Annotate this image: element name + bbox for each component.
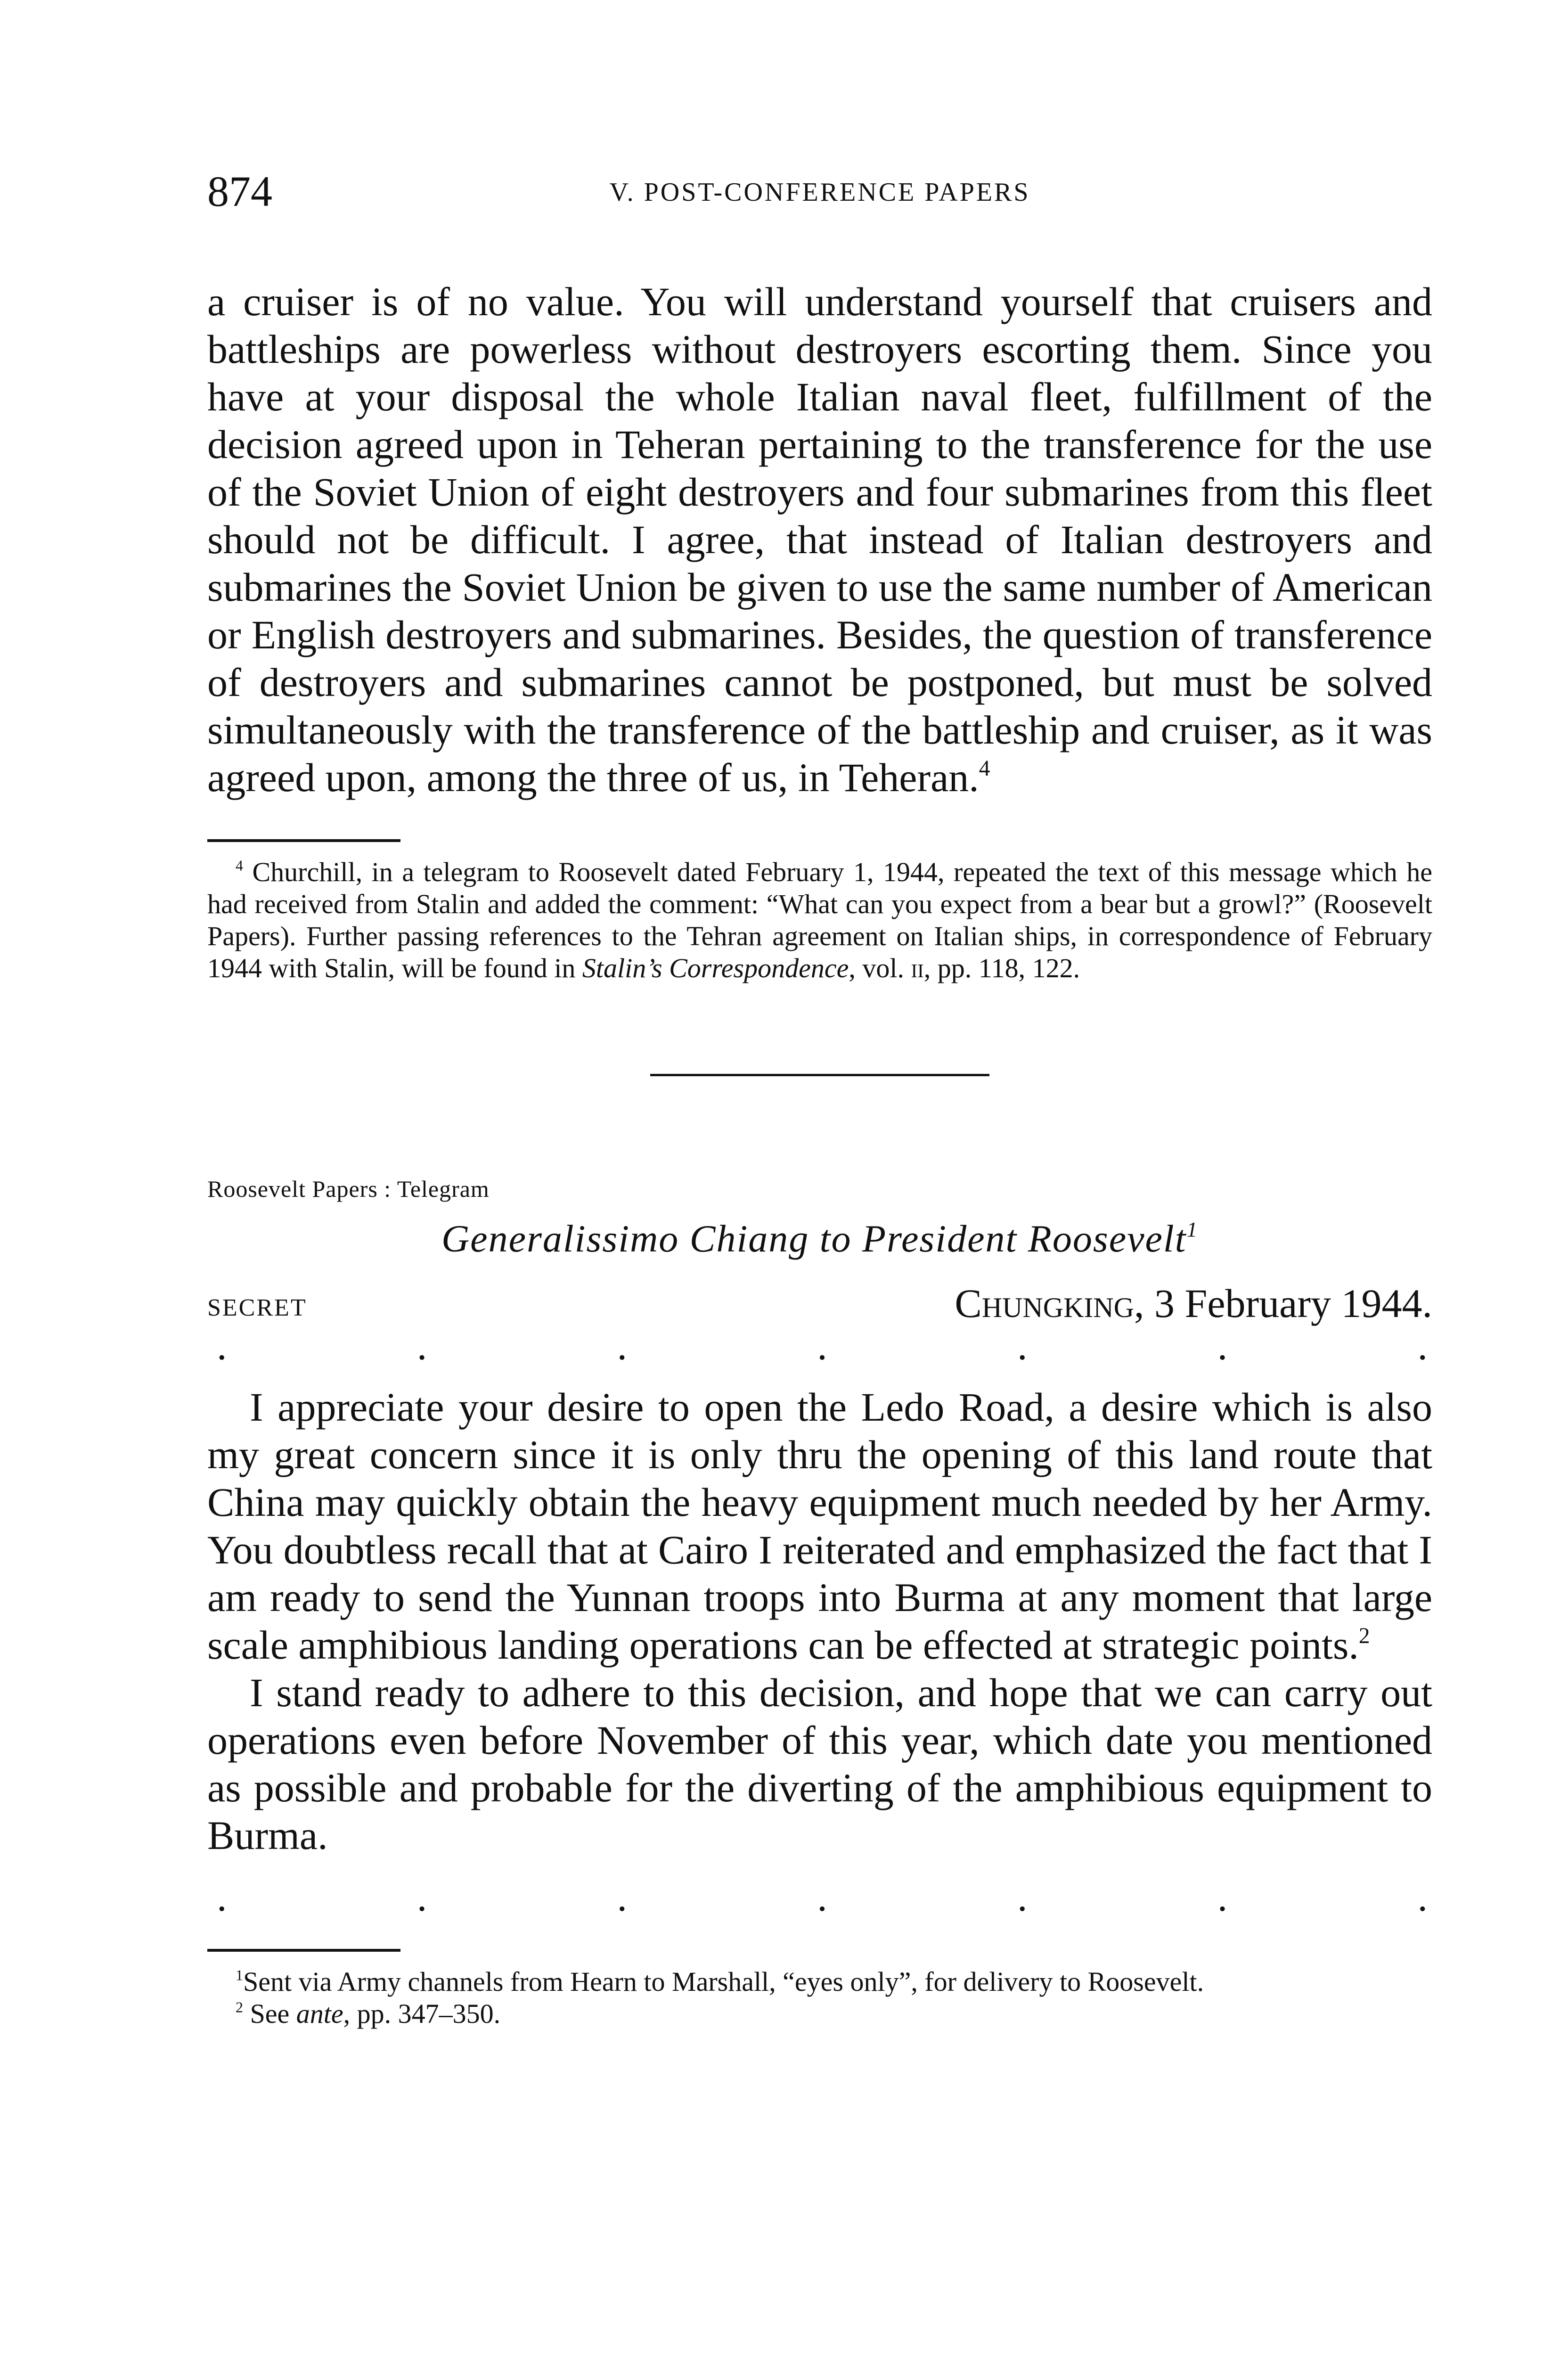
section-divider bbox=[650, 1074, 989, 1076]
ellipsis-dot: . bbox=[217, 1874, 227, 1920]
footnote-separator bbox=[207, 839, 400, 842]
page-number: 874 bbox=[207, 167, 272, 215]
classification: SECRET bbox=[207, 1294, 307, 1321]
ellipsis-row bbox=[207, 1874, 1432, 1920]
paragraph-text: a cruiser is of no value. You will understand yourself that cruisers and battleships are powerless without destroyers escorting them. Since you have at your disposal the whole Italian naval fleet, fulfillment of the decision agreed upon in Teheran pertaining to the transference for the use of the Soviet Union of eight destroyers and four submarines from this fleet should not be difficult. I agree, that instead of Italian destroyers and submarines the Soviet Union be given to use the same number of American or English destroyers and submarines. Besides, the question of transference of destroyers and submarines cannot be postponed, but must be solved simultaneously with the transference of the battleship and cruiser, as it was agreed upon, among the three of us, in Teheran. bbox=[207, 279, 1432, 800]
footnote-text: Sent via Army channels from Hearn to Marshall, “eyes only”, for delivery to Roosevelt. bbox=[243, 1966, 1204, 1997]
ellipsis-dot: . bbox=[1417, 1874, 1428, 1920]
ellipsis-dot: . bbox=[1417, 1323, 1428, 1368]
page bbox=[207, 167, 1433, 2030]
dateline bbox=[955, 1280, 1432, 1327]
footnote-4 bbox=[207, 856, 1432, 984]
dateline-place: Chungking bbox=[955, 1281, 1135, 1326]
footnote-italic: ante bbox=[296, 1998, 343, 2029]
document-title bbox=[207, 1217, 1432, 1261]
body-paragraph-1 bbox=[207, 278, 1432, 802]
dateline-date: , 3 February 1944. bbox=[1134, 1281, 1432, 1326]
body-paragraph-2 bbox=[207, 1383, 1432, 1669]
ellipsis-dot: . bbox=[817, 1323, 827, 1368]
ellipsis-dot: . bbox=[617, 1323, 627, 1368]
footnote-marker: 1 bbox=[236, 1967, 243, 1984]
footnote-ref[interactable]: 2 bbox=[1358, 1623, 1370, 1648]
footnote-1 bbox=[207, 1966, 1432, 1998]
ellipsis-dot: . bbox=[1217, 1874, 1228, 1920]
page-header bbox=[207, 167, 1432, 221]
ellipsis-dot: . bbox=[217, 1323, 227, 1368]
footnote-italic-title: Stalin’s Correspondence bbox=[582, 953, 849, 983]
footnote-text: , vol. bbox=[849, 953, 911, 983]
ellipsis-dot: . bbox=[416, 1874, 427, 1920]
footnote-ref[interactable]: 1 bbox=[1186, 1218, 1199, 1242]
ellipsis-dot: . bbox=[1017, 1323, 1028, 1368]
ellipsis-dot: . bbox=[1017, 1874, 1028, 1920]
ellipsis-row bbox=[207, 1323, 1432, 1368]
running-head: V. POST-CONFERENCE PAPERS bbox=[609, 178, 1030, 207]
footnote-text: See bbox=[250, 1998, 296, 2029]
ellipsis-dot: . bbox=[617, 1874, 627, 1920]
paragraph-text: I appreciate your desire to open the Ledo Road, a desire which is also my great concern since it is only thru the opening of this land route that China may quickly obtain the heavy equipment much needed by her Army. You doubtless recall that at Cairo I reiterated and emphasized the fact that I am ready to send the Yunnan troops into Burma at any moment that large scale amphibious landing operations can be effected at strategic points. bbox=[207, 1384, 1432, 1668]
ellipsis-dot: . bbox=[416, 1323, 427, 1368]
footnote-2 bbox=[207, 1998, 1432, 2030]
footnote-text: Churchill, in a telegram to Roosevelt dated February 1, 1944, repeated the text of this message which he had received from Stalin and added the comment: “What can you expect from a bear but a growl?” (Roosevelt Papers). Further passing references to the Tehran agreement on Italian ships, in correspondence of February 1944 with Stalin, will be found in bbox=[207, 857, 1433, 983]
document-title-text: Generalissimo Chiang to President Roosevelt bbox=[441, 1217, 1187, 1260]
footnote-separator bbox=[207, 1949, 400, 1952]
footnote-marker: 4 bbox=[236, 857, 243, 874]
footnote-text: , pp. 347–350. bbox=[343, 1998, 501, 2029]
ellipsis-dot: . bbox=[817, 1874, 827, 1920]
ellipsis-dot: . bbox=[1217, 1323, 1228, 1368]
document-source: Roosevelt Papers : Telegram bbox=[207, 1176, 490, 1202]
dateline-row bbox=[207, 1280, 1432, 1332]
footnote-marker: 2 bbox=[236, 1999, 243, 2016]
footnote-volume: ii bbox=[911, 953, 924, 983]
body-paragraph-3: I stand ready to adhere to this decision, and hope that we can carry out operations even before November of this year, which date you mentioned as possible and probable for the diverting of the amphibious equipment to Burma. bbox=[207, 1670, 1432, 1858]
footnote-ref[interactable]: 4 bbox=[979, 756, 990, 781]
footnote-text: , pp. 118, 122. bbox=[923, 953, 1080, 983]
